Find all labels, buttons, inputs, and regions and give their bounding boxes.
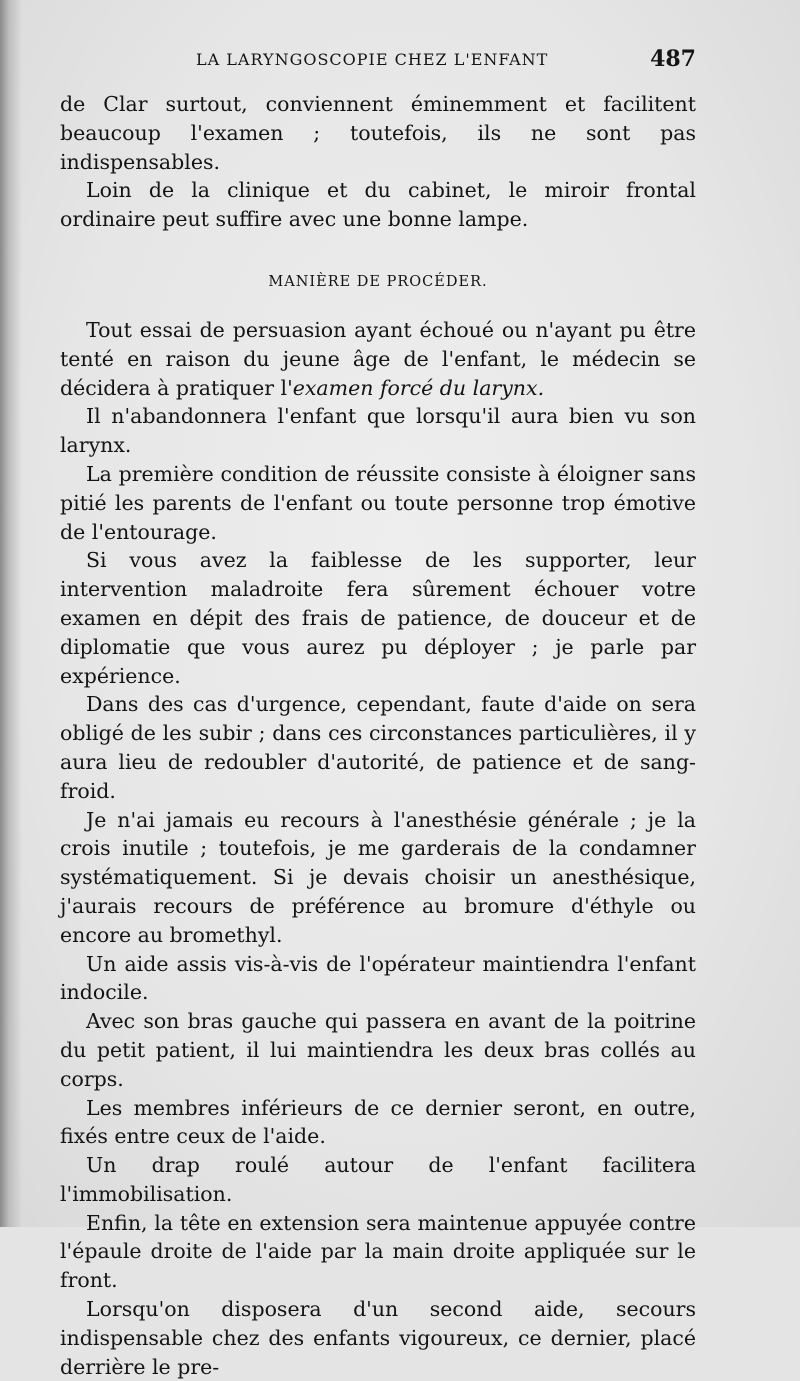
page-header — [60, 46, 696, 76]
paragraph: Enfin, la tête en extension sera maintenue appuyée contre l'épaule droite de l'aide par la main droite appliquée sur le front. — [60, 1210, 696, 1293]
italic-phrase: examen forcé du larynx. — [292, 375, 545, 400]
paragraph: Avec son bras gauche qui passera en avant de la poitrine du petit patient, il lui maintiendra les deux bras collés au corps. — [60, 1009, 696, 1091]
paragraph: Les membres inférieurs de ce dernier seront, en outre, fixés entre ceux de l'aide. — [60, 1095, 696, 1149]
paragraph: Je n'ai jamais eu recours à l'anesthésie générale ; je la crois inutile ; toutefois, je me garderais de la condamner systématiquement. Si je devais choisir un anesthésique, j'aurais recours de préférence au bromure d'éthyle ou encore au bromethyl. — [60, 807, 696, 947]
paragraph: Si vous avez la faiblesse de les supporter, leur intervention maladroite fera sûrement échouer votre examen en dépit des frais de patience, de douceur et de diplomatie que vous aurez pu déployer ; je parle par expérience. — [60, 548, 696, 688]
paragraph: Loin de la clinique et du cabinet, le miroir frontal ordinaire peut suffire avec une bonne lampe. — [60, 178, 696, 232]
paragraph: Il n'abandonnera l'enfant que lorsqu'il aura bien vu son larynx. — [60, 404, 696, 458]
paragraph: Dans des cas d'urgence, cependant, faute d'aide on sera obligé de les subir ; dans ces circonstances particulières, il y aura lieu de redoubler d'autorité, de patience et de sang-froid. — [60, 692, 696, 803]
page-body — [60, 90, 696, 1381]
section-heading: MANIÈRE DE PROCÉDER. — [268, 273, 488, 290]
paragraph-text: Tout essai de persuasion ayant échoué ou n'ayant pu être tenté en raison du jeune âge de l'enfant, le médecin se décidera à pratiquer l' — [60, 317, 696, 400]
paragraph-continuation: de Clar surtout, conviennent éminemment et facilitent beaucoup l'examen ; toutefois, ils ne sont pas indispensables. — [60, 92, 696, 174]
paragraph: Un aide assis vis-à-vis de l'opérateur maintiendra l'enfant indocile. — [60, 951, 696, 1005]
page-number: 487 — [650, 46, 696, 72]
paragraph — [60, 316, 696, 402]
paragraph: Un drap roulé autour de l'enfant facilitera l'immobilisation. — [60, 1153, 696, 1206]
paragraph: La première condition de réussite consiste à éloigner sans pitié les parents de l'enfant ou toute personne trop émotive de l'entourage. — [60, 461, 696, 544]
running-head: LA LARYNGOSCOPIE CHEZ L'ENFANT — [196, 50, 549, 69]
paragraph: Lorsqu'on disposera d'un second aide, secours indispensable chez des enfants vigoureux, ce dernier, placé derrière le pre- — [60, 1297, 696, 1379]
